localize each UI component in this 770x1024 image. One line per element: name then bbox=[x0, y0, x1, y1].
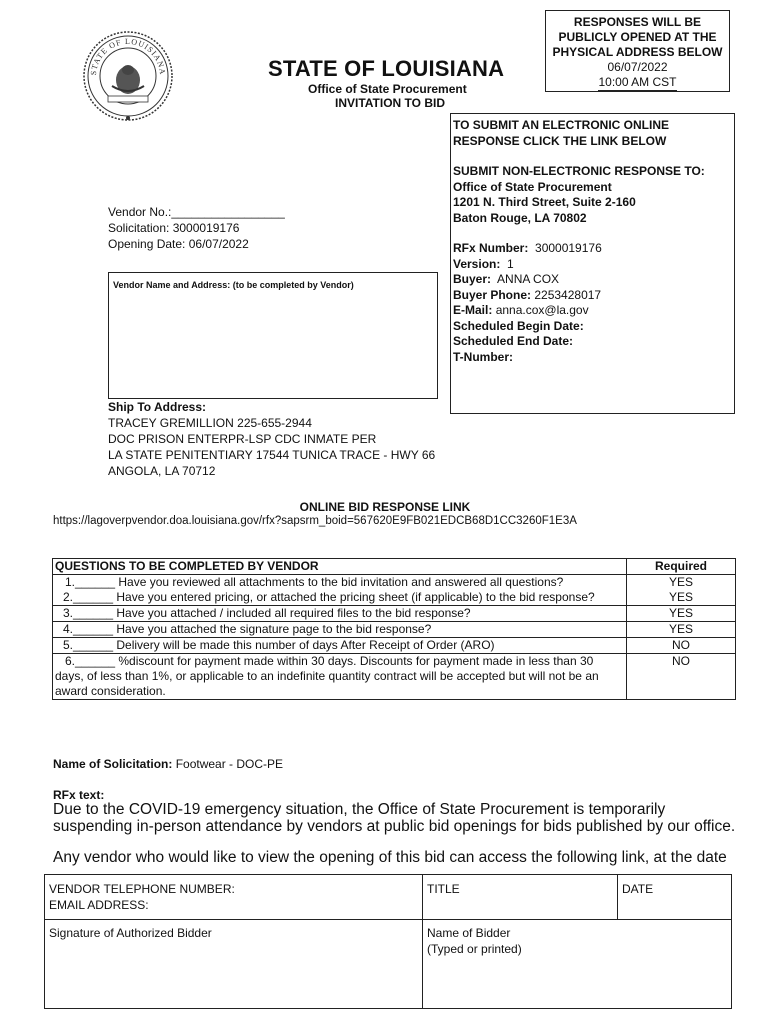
signature-section bbox=[44, 874, 732, 1009]
vendor-phone-label: VENDOR TELEPHONE NUMBER: bbox=[49, 882, 235, 896]
question-4-text: 4.______ Have you attached the signature page to the bid response? bbox=[63, 622, 432, 636]
buyer-phone-value: 2253428017 bbox=[534, 287, 602, 302]
table-row bbox=[53, 575, 736, 591]
end-date-label: Scheduled End Date: bbox=[453, 334, 574, 348]
date-label: DATE bbox=[622, 882, 654, 896]
opening-date: Opening Date: 06/07/2022 bbox=[108, 237, 249, 251]
table-row bbox=[53, 622, 736, 638]
email-row bbox=[453, 303, 732, 319]
table-row bbox=[53, 590, 736, 606]
rfx-number-label: RFx Number: bbox=[453, 241, 529, 255]
questions-header: QUESTIONS TO BE COMPLETED BY VENDOR bbox=[53, 559, 627, 575]
ship-to-label: Ship To Address: bbox=[108, 400, 207, 414]
vendor-questions-table bbox=[52, 558, 736, 700]
question-1-required: YES bbox=[668, 575, 693, 589]
email-address-label: EMAIL ADDRESS: bbox=[49, 898, 149, 912]
bidder-name-field[interactable] bbox=[423, 921, 731, 1009]
invitation-subtitle: INVITATION TO BID bbox=[335, 96, 445, 110]
required-header: Required bbox=[627, 559, 736, 575]
ship-to-line-2: DOC PRISON ENTERPR-LSP CDC INMATE PER bbox=[108, 432, 377, 446]
notice-line-1: RESPONSES WILL BE bbox=[573, 15, 702, 29]
buyer-phone-label: Buyer Phone: bbox=[453, 287, 532, 302]
question-6[interactable] bbox=[53, 654, 627, 700]
notice-line-2: PUBLICLY OPENED AT THE bbox=[558, 30, 717, 44]
electronic-instruction-1: TO SUBMIT AN ELECTRONIC ONLINE bbox=[453, 118, 669, 132]
submission-info-box bbox=[450, 113, 735, 414]
solicitation-number: Solicitation: 3000019176 bbox=[108, 221, 240, 235]
rfx-number-row bbox=[453, 241, 732, 257]
date-field[interactable] bbox=[618, 877, 732, 901]
begin-date-label: Scheduled Begin Date: bbox=[453, 318, 584, 333]
ship-to-line-3: LA STATE PENITENTIARY 17544 TUNICA TRACE - HWY 66 bbox=[108, 448, 436, 462]
vendor-info bbox=[108, 204, 285, 252]
question-2[interactable] bbox=[53, 590, 627, 606]
question-2-required: YES bbox=[627, 590, 736, 606]
rfx-number-value: 3000019176 bbox=[535, 241, 602, 255]
buyer-value: ANNA COX bbox=[497, 272, 560, 286]
vendor-name-address-label: Vendor Name and Address: (to be completed by Vendor) bbox=[113, 280, 354, 290]
question-5-text: 5.______ Delivery will be made this number of days After Receipt of Order (ARO) bbox=[63, 638, 495, 652]
table-row bbox=[53, 606, 736, 622]
solicitation-name bbox=[53, 757, 283, 771]
solicitation-name-value: Footwear - DOC-PE bbox=[175, 757, 284, 771]
question-2-text: 2.______ Have you entered pricing, or attached the pricing sheet (if applicable) to the bid response? bbox=[63, 590, 595, 604]
version-value: 1 bbox=[507, 256, 514, 271]
vendor-number-field[interactable]: Vendor No.:_________________ bbox=[108, 205, 285, 219]
address-line-2: 1201 N. Third Street, Suite 2-160 bbox=[453, 195, 636, 209]
signature-field[interactable] bbox=[45, 921, 421, 1009]
page-title: STATE OF LOUISIANA bbox=[268, 56, 505, 81]
question-5-required: NO bbox=[627, 638, 736, 654]
bidder-name-label: Name of Bidder bbox=[427, 926, 511, 940]
online-link-title: ONLINE BID RESPONSE LINK bbox=[299, 500, 471, 514]
buyer-label: Buyer: bbox=[453, 272, 492, 286]
table-header-row bbox=[53, 559, 736, 575]
question-3[interactable] bbox=[53, 606, 627, 622]
address-line-3: Baton Rouge, LA 70802 bbox=[453, 210, 587, 225]
rfx-text-label: RFx text: bbox=[53, 788, 105, 802]
title-label: TITLE bbox=[427, 882, 460, 896]
office-subtitle: Office of State Procurement bbox=[308, 82, 467, 96]
signature-label: Signature of Authorized Bidder bbox=[49, 926, 212, 940]
question-3-text: 3.______ Have you attached / included all required files to the bid response? bbox=[63, 606, 471, 620]
notice-line-3: PHYSICAL ADDRESS BELOW bbox=[552, 45, 723, 59]
vendor-contact-field[interactable] bbox=[45, 877, 421, 917]
responses-notice-box bbox=[545, 10, 730, 92]
question-6-text: 6.______ %discount for payment made within 30 days. Discounts for payment made in less than 30 days, of less than 1%, or applicable to an indefinite quantity contract will be accepted but will not be an award consideration. bbox=[55, 654, 599, 698]
email-link[interactable]: anna.cox@la.gov bbox=[495, 303, 589, 317]
title-field[interactable] bbox=[423, 877, 616, 901]
version-label: Version: bbox=[453, 256, 501, 271]
question-5[interactable] bbox=[53, 638, 627, 654]
rfx-text-paragraph-1: Due to the COVID-19 emergency situation, the Office of State Procurement is temporarily suspending in-person attendance by vendors at public bid openings for bids published by our office. bbox=[53, 801, 736, 835]
email-label: E-Mail: bbox=[453, 303, 493, 317]
nonelectronic-heading: SUBMIT NON-ELECTRONIC RESPONSE TO: bbox=[453, 164, 705, 178]
question-4[interactable] bbox=[53, 622, 627, 638]
notice-date: 06/07/2022 bbox=[607, 60, 668, 74]
buyer-phone-row bbox=[453, 288, 732, 304]
question-6-required: NO bbox=[672, 654, 690, 668]
version-row bbox=[453, 257, 732, 273]
notice-time: 10:00 AM CST bbox=[598, 75, 677, 89]
table-row bbox=[53, 654, 736, 700]
ship-to-address bbox=[108, 399, 435, 479]
solicitation-name-label: Name of Solicitation: bbox=[53, 757, 173, 771]
bidder-name-sublabel: (Typed or printed) bbox=[427, 942, 522, 956]
ship-to-line-1: TRACEY GREMILLION 225-655-2944 bbox=[108, 416, 312, 430]
ship-to-line-4: ANGOLA, LA 70712 bbox=[108, 464, 216, 478]
svg-text:STATE OF LOUISIANA: STATE OF LOUISIANA bbox=[88, 36, 168, 76]
table-row bbox=[53, 638, 736, 654]
question-3-required: YES bbox=[627, 606, 736, 622]
question-1-text: 1.______ Have you reviewed all attachments to the bid invitation and answered all questions? bbox=[65, 575, 564, 589]
vendor-name-address-field[interactable] bbox=[108, 272, 438, 399]
question-1[interactable] bbox=[53, 575, 627, 591]
online-bid-link[interactable]: https://lagoverpvendor.doa.louisiana.gov/rfx?sapsrm_boid=567620E9FB021EDCB68D1CC3260F1E3A bbox=[53, 515, 577, 527]
buyer-row bbox=[453, 272, 732, 288]
address-line-1: Office of State Procurement bbox=[453, 179, 612, 194]
electronic-instruction-2: RESPONSE CLICK THE LINK BELOW bbox=[453, 133, 667, 148]
tnumber-label: T-Number: bbox=[453, 349, 513, 364]
rfx-text-paragraph-2: Any vendor who would like to view the opening of this bid can access the following link, at the date bbox=[53, 849, 727, 866]
question-4-required: YES bbox=[627, 622, 736, 638]
state-seal-logo bbox=[82, 30, 174, 122]
